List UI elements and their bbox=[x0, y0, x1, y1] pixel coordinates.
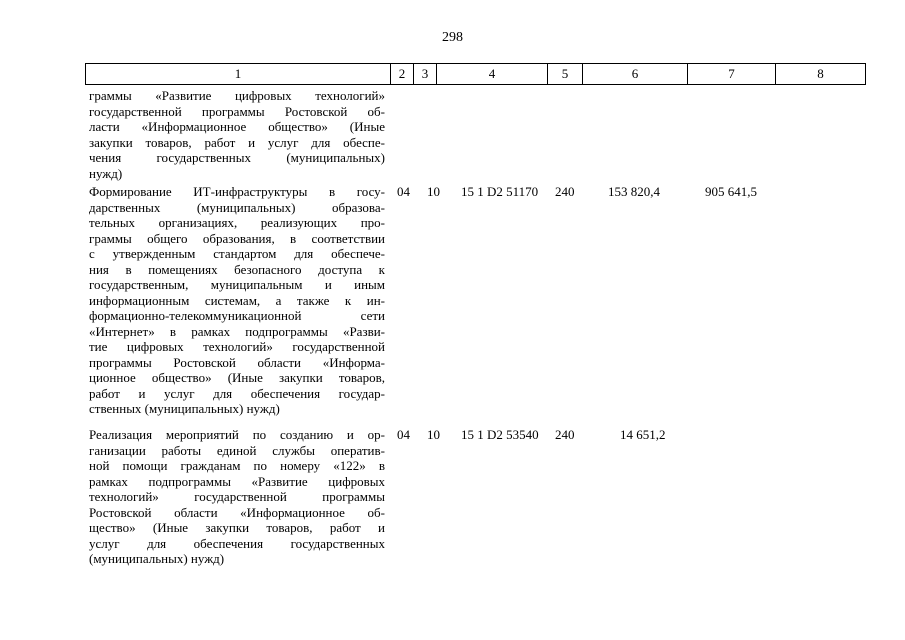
table-header bbox=[85, 63, 866, 85]
cell-amount-1: 14 651,2 bbox=[620, 427, 666, 442]
cell-amount-1: 153 820,4 bbox=[608, 184, 660, 199]
cell-expense-type: 240 bbox=[555, 184, 575, 199]
cell-target-code: 15 1 D2 53540 bbox=[461, 427, 539, 442]
cell-subsection: 10 bbox=[427, 427, 440, 442]
page-number: 298 bbox=[442, 30, 463, 45]
col-header-7: 7 bbox=[688, 64, 776, 84]
col-header-8: 8 bbox=[817, 66, 824, 81]
cell-subsection: 10 bbox=[427, 184, 440, 199]
col-header-3: 3 bbox=[414, 64, 437, 84]
col-header-4: 4 bbox=[437, 64, 548, 84]
row-description: граммы «Развитие цифровых технологий» государственной программы Ростовской об- ласти «Информационное общество» (Иные закупки товаров, работ и услуг для обеспе- чения государственных (муниципальных) нужд) bbox=[89, 88, 385, 181]
cell-amount-2: 905 641,5 bbox=[705, 184, 757, 199]
col-header-1: 1 bbox=[86, 64, 391, 84]
col-header-6: 6 bbox=[583, 64, 688, 84]
col-header-5: 5 bbox=[548, 64, 583, 84]
col-header-2: 2 bbox=[391, 64, 414, 84]
cell-section: 04 bbox=[397, 184, 410, 199]
row-description: Реализация мероприятий по созданию и ор- ганизации работы единой службы оператив- ной помощи гражданам по номеру «122» в рамках подпрограммы «Развитие цифровых технологий» государственной программы Ростовской области «Информационное об- щество» (Иные закупки товаров, работ и услуг для обеспечения государственных (муниципальных) нужд) bbox=[89, 427, 385, 566]
cell-section: 04 bbox=[397, 427, 410, 442]
cell-target-code: 15 1 D2 51170 bbox=[461, 184, 539, 199]
cell-expense-type: 240 bbox=[555, 427, 575, 442]
row-description: Формирование ИТ-инфраструктуры в госу- дарственных (муниципальных) образова- тельных организациях, реализующих про- граммы общего образования, в соответствии с утвержденным стандартом для обеспече- ния в помещениях безопасного доступа к государственным, муниципальным и иным информационным системам, а также к ин- формационно-телекоммуникационной сети «Интернет» в рамках подпрограммы «Разви- тие цифровых технологий» государственной программы Ростовской области «Информа- ционное общество» (Иные закупки товаров, работ и услуг для обеспечения государ- ственных (муниципальных) нужд) bbox=[89, 184, 385, 416]
